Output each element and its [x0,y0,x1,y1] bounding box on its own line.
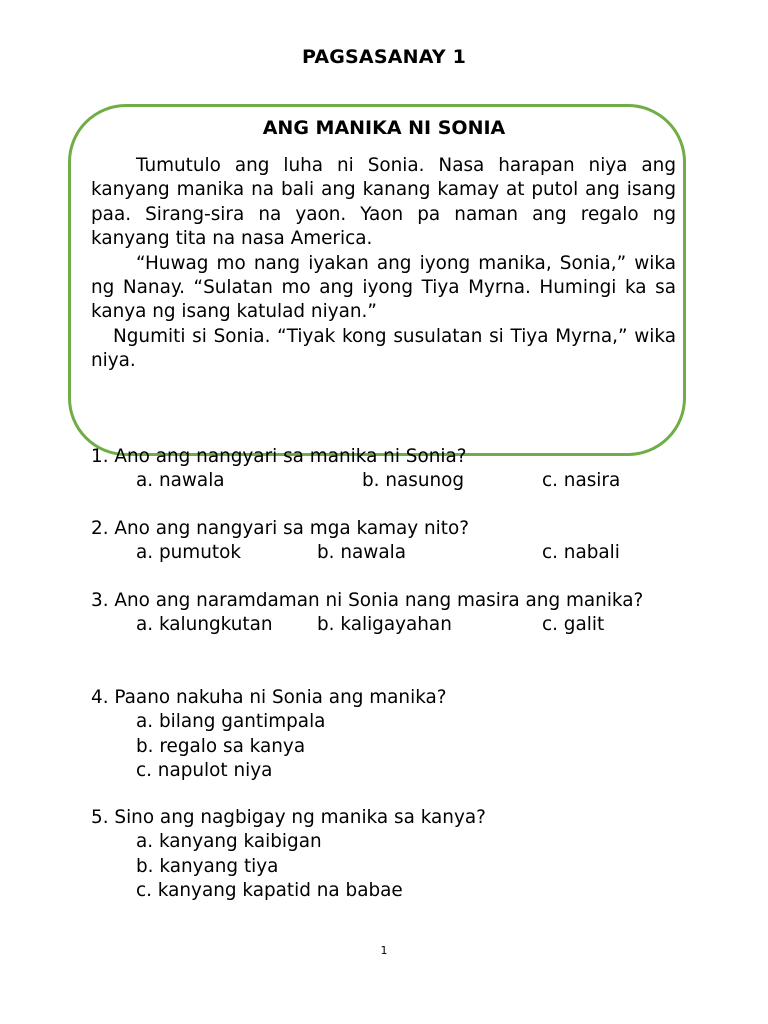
question-text: 1. Ano ang nangyari sa manika ni Sonia? [91,446,467,467]
options-list [91,710,676,783]
story-text [91,154,676,374]
option-a: a. pumutok [136,542,241,564]
option-a: a. bilang gantimpala [136,711,326,733]
option-b: b. nasunog [362,470,465,492]
page-title: PAGSASANAY 1 [301,46,467,68]
question-5 [91,806,676,904]
question-text: 3. Ano ang naramdaman ni Sonia nang masira ang manika? [91,590,644,611]
question-text: 4. Paano nakuha ni Sonia ang manika? [91,687,447,708]
question-text: 5. Sino ang nagbigay ng manika sa kanya? [91,807,486,828]
story-paragraph: Tumutulo ang luha ni Sonia. Nasa harapan niya ang kanyang manika na bali ang kanang kamay at putol ang isang paa. Sirang-sira na yaon. Yaon pa naman ang regalo ng kanyang tita na nasa America. [91,155,676,250]
option-a: a. kanyang kaibigan [136,831,322,853]
option-c: c. napulot niya [136,760,273,782]
options-row [91,541,676,565]
question-3 [91,589,676,638]
story-title: ANG MANIKA NI SONIA [262,117,506,139]
option-b: b. regalo sa kanya [136,735,306,757]
story-paragraph: Ngumiti si Sonia. “Tiyak kong susulatan si Tiya Myrna,” wika niya. [91,325,676,372]
option-c: c. nabali [542,542,620,564]
option-a: a. nawala [136,470,225,492]
question-text: 2. Ano ang nangyari sa mga kamay nito? [91,518,469,539]
option-c: c. galit [542,614,605,636]
options-row [91,613,676,637]
option-b: b. kanyang tiya [136,855,279,877]
options-list [91,830,676,903]
option-b: b. nawala [317,542,406,564]
option-c: c. nasira [542,470,621,492]
option-b: b. kaligayahan [317,614,452,636]
question-1 [91,445,676,494]
options-row [91,469,676,493]
option-a: a. kalungkutan [136,614,273,636]
question-2 [91,517,676,566]
story-paragraph: “Huwag mo nang iyakan ang iyong manika, Sonia,” wika ng Nanay. “Sulatan mo ang iyong Tiya Myrna. Humingi ka sa kanya ng isang katulad niyan.” [91,252,676,323]
page-number: 1 [380,944,388,957]
question-4 [91,686,676,784]
option-c: c. kanyang kapatid na babae [136,880,403,902]
